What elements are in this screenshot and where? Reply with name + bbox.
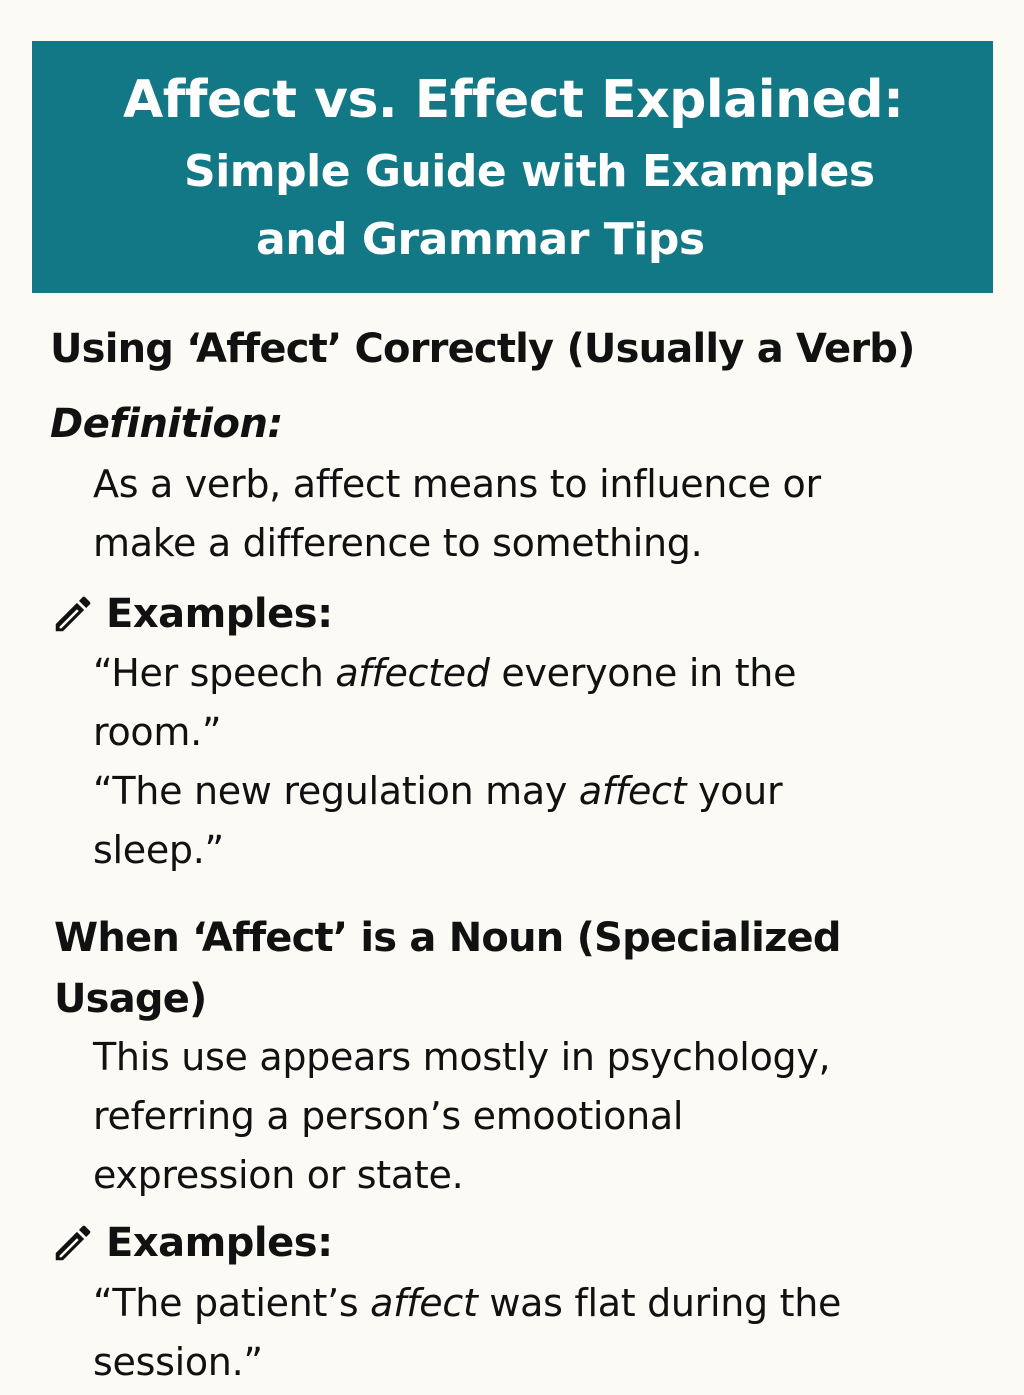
example-line: [93, 648, 796, 698]
section-heading-noun-cont: Usage): [54, 976, 207, 1022]
example-line: [93, 766, 782, 816]
description-line-3: expression or state.: [93, 1153, 464, 1197]
page-title-line-2: Simple Guide with Examples: [184, 146, 875, 197]
example-emphasis: affect: [370, 1281, 478, 1325]
example-text: your: [686, 769, 783, 813]
example-line: [93, 1278, 841, 1328]
section-heading-verb: Using ‘Affect’ Correctly (Usually a Verb): [50, 326, 915, 372]
example-line: sleep.”: [93, 828, 224, 872]
definition-line-1: As a verb, affect means to influence or: [93, 462, 821, 506]
example-emphasis: affect: [578, 769, 687, 813]
definition-label: Definition:: [50, 401, 283, 447]
example-text: “The patient’s: [93, 1281, 371, 1325]
page-title-line-1: Affect vs. Effect Explained:: [123, 70, 904, 130]
examples-heading-noun: [50, 1217, 333, 1269]
example-text: “Her speech: [93, 651, 336, 695]
example-text: “The new regulation may: [93, 769, 579, 813]
example-text: was flat during the: [477, 1281, 842, 1325]
examples-heading-verb: [50, 588, 333, 640]
section-heading-noun: When ‘Affect’ is a Noun (Specialized: [54, 915, 841, 961]
example-emphasis: affected: [335, 651, 490, 695]
examples-label: Examples:: [106, 591, 333, 637]
example-line: room.”: [93, 710, 222, 754]
description-line-1: This use appears mostly in psychology,: [93, 1035, 831, 1079]
definition-line-2: make a difference to something.: [93, 521, 703, 565]
page-title-line-3: and Grammar Tips: [256, 214, 705, 265]
example-line: session.”: [93, 1340, 263, 1384]
pencil-icon: [50, 591, 96, 637]
pencil-icon: [50, 1220, 96, 1266]
example-text: everyone in the: [489, 651, 797, 695]
examples-label: Examples:: [106, 1220, 333, 1266]
description-line-2: referring a person’s emootional: [93, 1094, 684, 1138]
